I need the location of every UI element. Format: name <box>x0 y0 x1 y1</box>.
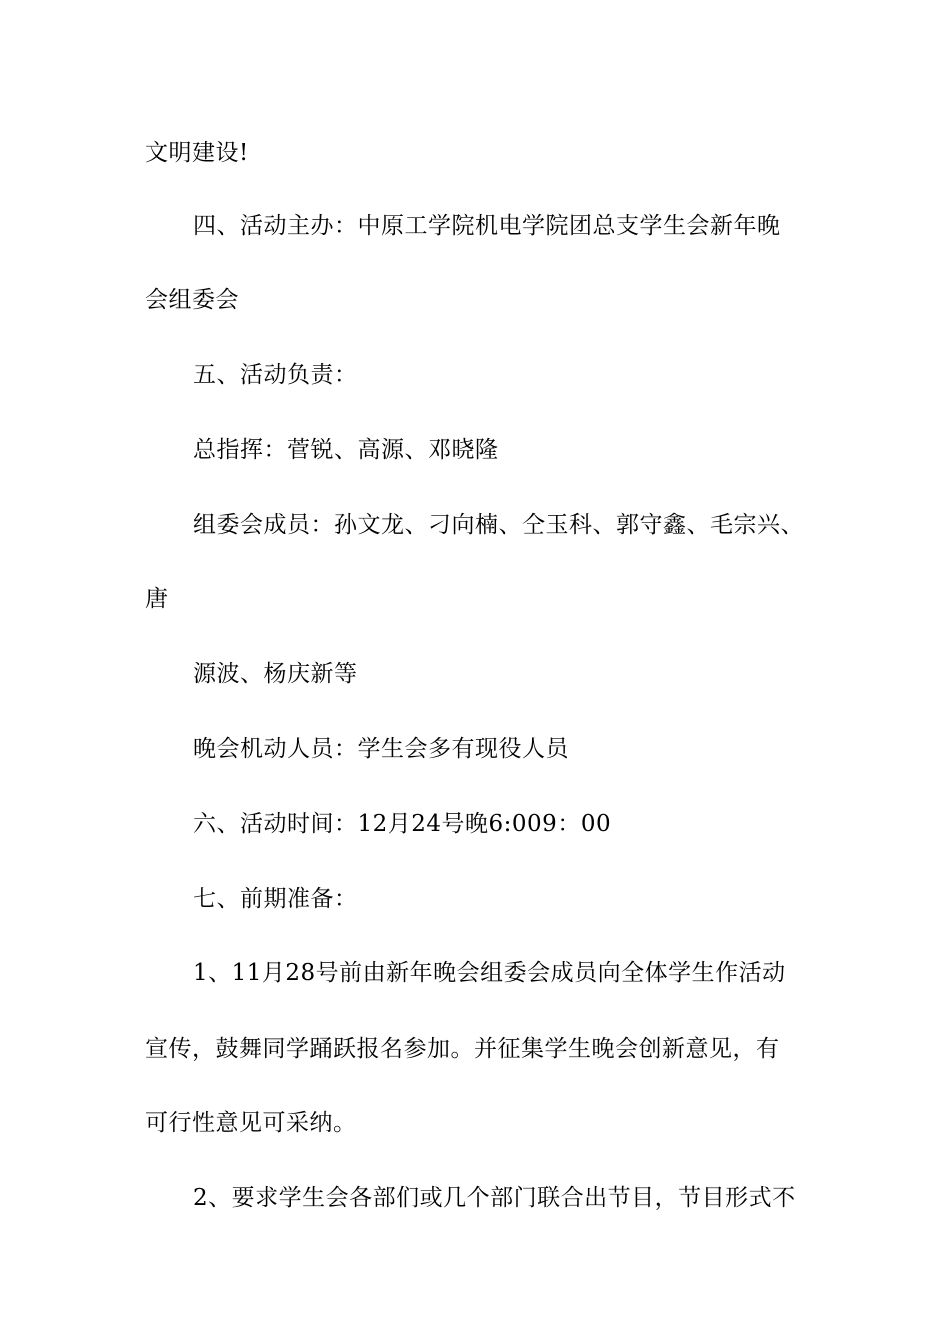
text-line: 文明建设! <box>145 140 249 166</box>
text-line: 可行性意见可采纳。 <box>145 1110 357 1136</box>
text-line: 总指挥：菅锐、高源、邓晓隆 <box>193 437 499 463</box>
text-line: 2、要求学生会各部们或几个部门联合出节目，节目形式不 <box>193 1185 796 1211</box>
text-line: 会组委会 <box>145 287 239 313</box>
text-line: 组委会成员：孙文龙、刁向楠、仝玉科、郭守鑫、毛宗兴、 <box>193 512 804 538</box>
text-line: 1、11月28号前由新年晚会组委会成员向全体学生作活动 <box>193 960 786 986</box>
text-line: 晚会机动人员：学生会多有现役人员 <box>193 736 569 762</box>
text-line: 源波、杨庆新等 <box>193 661 358 687</box>
section-heading-time: 六、活动时间：12月24号晚6:009：00 <box>193 811 612 837</box>
text-line: 唐 <box>145 586 169 612</box>
text-line: 宣传，鼓舞同学踊跃报名参加。并征集学生晚会创新意见，有 <box>145 1036 780 1062</box>
section-heading-organizer: 四、活动主办：中原工学院机电学院团总支学生会新年晚 <box>193 213 781 239</box>
section-heading-preparation: 七、前期准备： <box>193 886 358 912</box>
section-heading-responsible: 五、活动负责： <box>193 362 358 388</box>
